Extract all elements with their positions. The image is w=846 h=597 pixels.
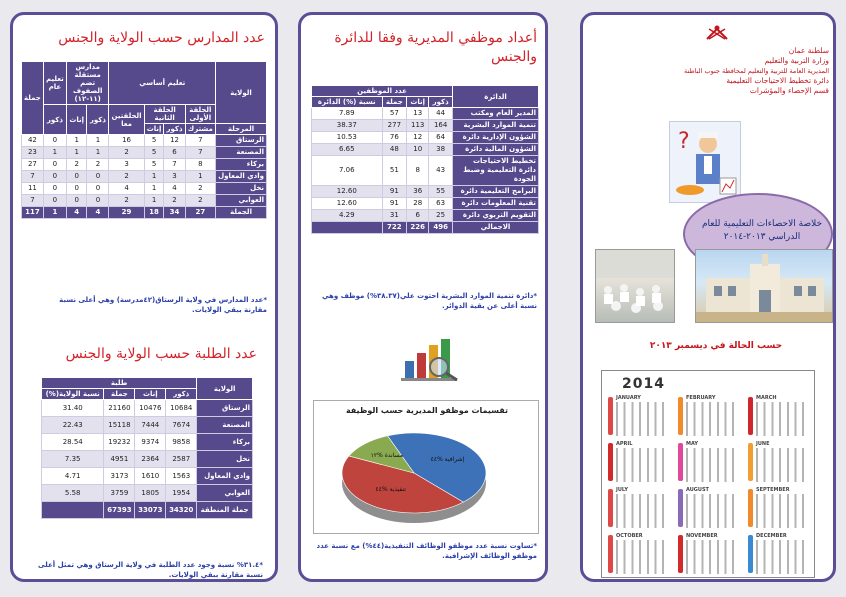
col-cycle1: الحلقة الأولى	[185, 105, 215, 124]
header-line: دائرة تخطيط الاحتياجات التعليمية	[726, 76, 829, 85]
calendar-month	[678, 533, 742, 575]
cell: 5	[144, 159, 164, 171]
cell: 6	[407, 210, 429, 222]
month-name: OCTOBER	[616, 533, 643, 539]
col-cycle2: الحلقة الثانية	[144, 105, 185, 124]
cell: 38.37	[312, 120, 383, 132]
cell: 1805	[135, 485, 166, 502]
school-building-photo	[695, 249, 833, 323]
month-color-bar	[748, 443, 753, 481]
row-label: تخطيط الاحتياجات دائرة التعليمية وضبط الجودة	[453, 156, 539, 186]
table-row	[42, 468, 253, 485]
cell: 67393	[104, 502, 135, 519]
calendar-2014	[601, 370, 815, 578]
cell: 1	[144, 171, 164, 183]
table-row	[42, 451, 253, 468]
pie-slice-label: إشرافية %٤٤	[430, 456, 465, 464]
cell: 6.65	[312, 144, 383, 156]
row-label: بركاء	[197, 434, 253, 451]
month-color-bar	[678, 443, 683, 481]
cell: 722	[382, 222, 407, 234]
cell: 0	[66, 195, 87, 207]
employees-note-2: *تساوت نسبة عدد موظفو الوظائف التنفيذية(٤٤%) مع نسبة عدد موظفو الوظائف الإشرافية.	[316, 542, 537, 560]
cell: 0	[43, 135, 66, 147]
cell: 5	[144, 147, 164, 159]
row-label: نخل	[197, 451, 253, 468]
col-gen-male: ذكور	[43, 105, 66, 135]
table-row	[22, 183, 267, 195]
month-name: FEBRUARY	[686, 395, 716, 401]
month-color-bar	[678, 535, 683, 573]
cell: 2	[109, 195, 144, 207]
col-c2-male: ذكور	[164, 124, 185, 135]
cell: 34	[164, 207, 185, 219]
row-label: المصنعة	[197, 417, 253, 434]
cell: 7.06	[312, 156, 383, 186]
cell: 2	[109, 147, 144, 159]
col-sep-male: ذكور	[87, 105, 109, 135]
cell: 22.43	[42, 417, 104, 434]
cell: 0	[43, 159, 66, 171]
cell: 8	[185, 159, 215, 171]
col-total: جملة	[382, 97, 407, 108]
schools-table	[21, 61, 267, 219]
cell: 91	[382, 186, 407, 198]
month-color-bar	[608, 535, 613, 573]
ministry-header	[603, 46, 829, 96]
students-table	[41, 377, 253, 519]
month-days-grid	[686, 448, 740, 482]
cell: 11	[22, 183, 44, 195]
pie-slice-label: تنفيذية %٤٤	[375, 485, 406, 493]
col-general: تعليم عام	[43, 62, 66, 105]
row-label: الجملة	[216, 207, 267, 219]
header-line: قسم الإحصاء والمؤشرات	[749, 86, 829, 95]
month-days-grid	[616, 448, 670, 482]
month-color-bar	[608, 443, 613, 481]
month-days-grid	[756, 494, 810, 528]
calendar-month	[608, 441, 672, 483]
cell: 12	[407, 132, 429, 144]
cell: 7	[164, 159, 185, 171]
cell: 8	[407, 156, 429, 186]
header-line: سلطنة عمان	[788, 46, 829, 55]
cell: 2	[185, 183, 215, 195]
cell: 3	[164, 171, 185, 183]
cell: 19232	[104, 434, 135, 451]
month-name: SEPTEMBER	[756, 487, 790, 493]
pie-chart-box	[313, 400, 539, 534]
row-label: الشؤون الإدارية دائرة	[453, 132, 539, 144]
month-name: JANUARY	[616, 395, 641, 401]
table-row	[22, 171, 267, 183]
month-days-grid	[756, 402, 810, 436]
calendar-month	[748, 441, 812, 483]
table-row	[312, 132, 539, 144]
row-label: بركاء	[216, 159, 267, 171]
calendar-month	[678, 395, 742, 437]
calendar-month	[748, 533, 812, 575]
cell: 28	[407, 198, 429, 210]
cell: 31.40	[42, 400, 104, 417]
employees-table	[311, 85, 539, 234]
table-row	[312, 108, 539, 120]
col-female: إناث	[407, 97, 429, 108]
cell: 7444	[135, 417, 166, 434]
col-male: ذكور	[429, 97, 453, 108]
cell: 10	[407, 144, 429, 156]
calendar-month	[748, 487, 812, 529]
oman-emblem-icon	[705, 23, 729, 43]
header-line: وزارة التربية والتعليم	[764, 56, 829, 65]
cell: 0	[87, 195, 109, 207]
cell: 0	[87, 171, 109, 183]
table-row	[312, 198, 539, 210]
month-days-grid	[756, 448, 810, 482]
month-days-grid	[686, 402, 740, 436]
schools-body	[22, 135, 267, 219]
cell: 7.35	[42, 451, 104, 468]
cell: 63	[429, 198, 453, 210]
calendar-year: 2014	[622, 376, 665, 392]
col-total: جملة	[104, 389, 135, 400]
cell: 4	[66, 207, 87, 219]
col-female: إناث	[135, 389, 166, 400]
students-title: عدد الطلبة حسب الولاية والجنس	[65, 346, 257, 362]
cell: 1	[66, 135, 87, 147]
col-pct: نسبة الولاية(%)	[42, 389, 104, 400]
col-wilaya: الولاية	[216, 62, 267, 124]
month-days-grid	[616, 540, 670, 574]
cell: 42	[22, 135, 44, 147]
cell: 27	[22, 159, 44, 171]
col-stage: المرحلة	[216, 124, 267, 135]
cell: 3759	[104, 485, 135, 502]
cell: 18	[144, 207, 164, 219]
cell: 27	[185, 207, 215, 219]
cell: 2	[185, 195, 215, 207]
cell: 1563	[166, 468, 197, 485]
row-label: وادي المعاول	[197, 468, 253, 485]
cell: 4951	[104, 451, 135, 468]
cell: 10476	[135, 400, 166, 417]
cell: 3173	[104, 468, 135, 485]
col-male: ذكور	[166, 389, 197, 400]
cell: 1954	[166, 485, 197, 502]
cell: 33073	[135, 502, 166, 519]
cell: 496	[429, 222, 453, 234]
cell: 1	[185, 171, 215, 183]
row-label: البرامج التعليمية دائرة	[453, 186, 539, 198]
cell: 43	[429, 156, 453, 186]
row-label: الشؤون المالية دائرة	[453, 144, 539, 156]
month-days-grid	[616, 402, 670, 436]
table-row	[42, 417, 253, 434]
cell: 4.29	[312, 210, 383, 222]
row-label: المدير العام ومكتب	[453, 108, 539, 120]
month-name: MAY	[686, 441, 698, 447]
cell: 1610	[135, 468, 166, 485]
col-both: الحلقتين معا	[109, 105, 144, 135]
cell: 9374	[135, 434, 166, 451]
cell: 6	[164, 147, 185, 159]
cell: 7674	[166, 417, 197, 434]
col-sep-female: إناث	[66, 105, 87, 135]
cell: 48	[382, 144, 407, 156]
cell: 44	[429, 108, 453, 120]
cell: 16	[109, 135, 144, 147]
cell: 91	[382, 198, 407, 210]
panel-schools-students	[10, 12, 278, 582]
month-color-bar	[608, 489, 613, 527]
cell: 0	[87, 183, 109, 195]
cell: 0	[43, 171, 66, 183]
table-row	[42, 434, 253, 451]
cell: 2	[109, 171, 144, 183]
table-row	[22, 135, 267, 147]
cell: 113	[407, 120, 429, 132]
employees-note-1: *دائرة تنمية الموارد البشرية احتوت علي(٣٨.٣٧%) موظف وهي نسبة أعلى عن بقية الدوائر.	[321, 292, 537, 310]
col-emp: عدد الموظفين	[312, 86, 453, 97]
row-label: الرستاق	[216, 135, 267, 147]
month-name: JUNE	[756, 441, 770, 447]
table-row	[312, 120, 539, 132]
cell: 12.60	[312, 186, 383, 198]
report-title: خلاصة الاحصاءات التعليمية للعام الدراسي ٢٠١٣-٢٠١٤	[701, 219, 823, 242]
cell: 23	[22, 147, 44, 159]
row-label: العوابي	[216, 195, 267, 207]
cell: 57	[382, 108, 407, 120]
cell: 7	[22, 171, 44, 183]
col-dept: الدائرة	[453, 86, 539, 108]
calendar-month	[608, 395, 672, 437]
month-days-grid	[686, 494, 740, 528]
month-color-bar	[748, 397, 753, 435]
col-pct: نسبة (%) الدائرة	[312, 97, 383, 108]
month-color-bar	[678, 489, 683, 527]
chart-title: تقسيمات موظفو المديرية حسب الوظيفة	[345, 406, 509, 415]
svg-text:?: ?	[678, 129, 690, 154]
cell: 36	[407, 186, 429, 198]
table-row	[312, 156, 539, 186]
cell: 64	[429, 132, 453, 144]
header-line: المديرية العامة للتربية والتعليم لمحافظة جنوب الباطنة	[684, 67, 829, 75]
cell: 10.53	[312, 132, 383, 144]
cell: 7.89	[312, 108, 383, 120]
cell: 1	[87, 135, 109, 147]
table-row	[22, 147, 267, 159]
month-days-grid	[686, 540, 740, 574]
cell: 28.54	[42, 434, 104, 451]
cell: 164	[429, 120, 453, 132]
row-label: التقويم التربوي دائرة	[453, 210, 539, 222]
cell: 0	[43, 183, 66, 195]
table-total-row	[42, 502, 253, 519]
cell: 55	[429, 186, 453, 198]
cell: 1	[144, 195, 164, 207]
cell: 1	[66, 147, 87, 159]
status-date: حسب الحالة في ديسمبر ٢٠١٣	[649, 341, 783, 351]
cell: 0	[66, 183, 87, 195]
month-color-bar	[608, 397, 613, 435]
table-row	[312, 210, 539, 222]
cell: 25	[429, 210, 453, 222]
month-days-grid	[616, 494, 670, 528]
month-name: AUGUST	[686, 487, 709, 493]
table-row	[42, 400, 253, 417]
cell: 12.60	[312, 198, 383, 210]
calendar-month	[678, 487, 742, 529]
cell: 226	[407, 222, 429, 234]
cell: 13	[407, 108, 429, 120]
table-row	[22, 159, 267, 171]
month-name: APRIL	[616, 441, 633, 447]
calendar-month	[748, 395, 812, 437]
cell: 31	[382, 210, 407, 222]
col-students: طلبة	[42, 378, 197, 389]
row-label: الرستاق	[197, 400, 253, 417]
employees-title: أعداد موظفي المديرية وفقا للدائرة والجنس	[334, 30, 537, 65]
row-label: تقنية المعلومات دائرة	[453, 198, 539, 210]
cell: 76	[382, 132, 407, 144]
month-name: NOVEMBER	[686, 533, 718, 539]
table-row	[312, 186, 539, 198]
row-label: تنمية الموارد البشرية	[453, 120, 539, 132]
students-note: *٣١.٤% نسبة وجود عدد الطلبة في ولاية الرستاق وهي تمثل أعلى نسبة مقارنة ببقي الولايات.	[38, 561, 263, 579]
cell: 117	[22, 207, 44, 219]
table-row	[312, 144, 539, 156]
pie-slice-label: مساندة %١٢	[370, 451, 404, 459]
row-label: المصنعة	[216, 147, 267, 159]
cell: 9858	[166, 434, 197, 451]
month-name: DECEMBER	[756, 533, 787, 539]
col-mixed: مشترك	[185, 124, 215, 135]
row-label: جملة المنطقة	[197, 502, 253, 519]
cell: 4	[87, 207, 109, 219]
cell: 4.71	[42, 468, 104, 485]
cell: 2	[66, 159, 87, 171]
cell: 5.58	[42, 485, 104, 502]
cell: 29	[109, 207, 144, 219]
schools-title: عدد المدارس حسب الولاية والجنس	[58, 30, 265, 46]
cell: 15118	[104, 417, 135, 434]
panel-cover	[580, 12, 836, 582]
cell: 1	[87, 147, 109, 159]
table-row	[42, 485, 253, 502]
cell: 277	[382, 120, 407, 132]
cell: 7	[185, 147, 215, 159]
bar-graph-icon	[399, 333, 469, 383]
calendar-month	[608, 487, 672, 529]
col-c2-female: إناث	[144, 124, 164, 135]
cell: 5	[144, 135, 164, 147]
month-name: JULY	[616, 487, 628, 493]
calendar-month	[678, 441, 742, 483]
col-total: جملة	[22, 62, 44, 135]
cell: 38	[429, 144, 453, 156]
cell: 4	[109, 183, 144, 195]
panel-employees	[298, 12, 548, 582]
row-label: وادي المعاول	[216, 171, 267, 183]
cell: 3	[109, 159, 144, 171]
col-basic: تعليم أساسي	[109, 62, 216, 105]
month-name: MARCH	[756, 395, 777, 401]
cell: 2	[164, 195, 185, 207]
classroom-photo	[595, 249, 675, 323]
row-label: الاجمالي	[453, 222, 539, 234]
cell: 2364	[135, 451, 166, 468]
cell: 10684	[166, 400, 197, 417]
cell: 7	[185, 135, 215, 147]
table-total-row	[312, 222, 539, 234]
cell: 51	[382, 156, 407, 186]
month-color-bar	[748, 489, 753, 527]
cell: 1	[43, 207, 66, 219]
table-row	[22, 195, 267, 207]
month-color-bar	[748, 535, 753, 573]
cell	[42, 502, 104, 519]
calendar-month	[608, 533, 672, 575]
cell: 12	[164, 135, 185, 147]
cell: 2587	[166, 451, 197, 468]
col-wilaya: الولاية	[197, 378, 253, 400]
cell	[312, 222, 383, 234]
month-color-bar	[678, 397, 683, 435]
col-separate: مدارس مستقلة تضم الصفوف (١١-١٢)	[66, 62, 109, 105]
cell: 34320	[166, 502, 197, 519]
cell: 0	[43, 195, 66, 207]
cell: 2	[87, 159, 109, 171]
teacher-clipart	[669, 121, 741, 203]
cell: 21160	[104, 400, 135, 417]
table-total-row	[22, 207, 267, 219]
month-days-grid	[756, 540, 810, 574]
cell: 4	[164, 183, 185, 195]
cell: 1	[144, 183, 164, 195]
cell: 7	[22, 195, 44, 207]
cell: 0	[66, 171, 87, 183]
row-label: العوابي	[197, 485, 253, 502]
pie-chart	[314, 417, 540, 535]
cell: 1	[43, 147, 66, 159]
row-label: نخل	[216, 183, 267, 195]
schools-note: *عدد المدارس في ولاية الرستاق(٤٢مدرسة) وهي أعلى نسبة مقارنة ببقي الولايات.	[59, 296, 267, 314]
